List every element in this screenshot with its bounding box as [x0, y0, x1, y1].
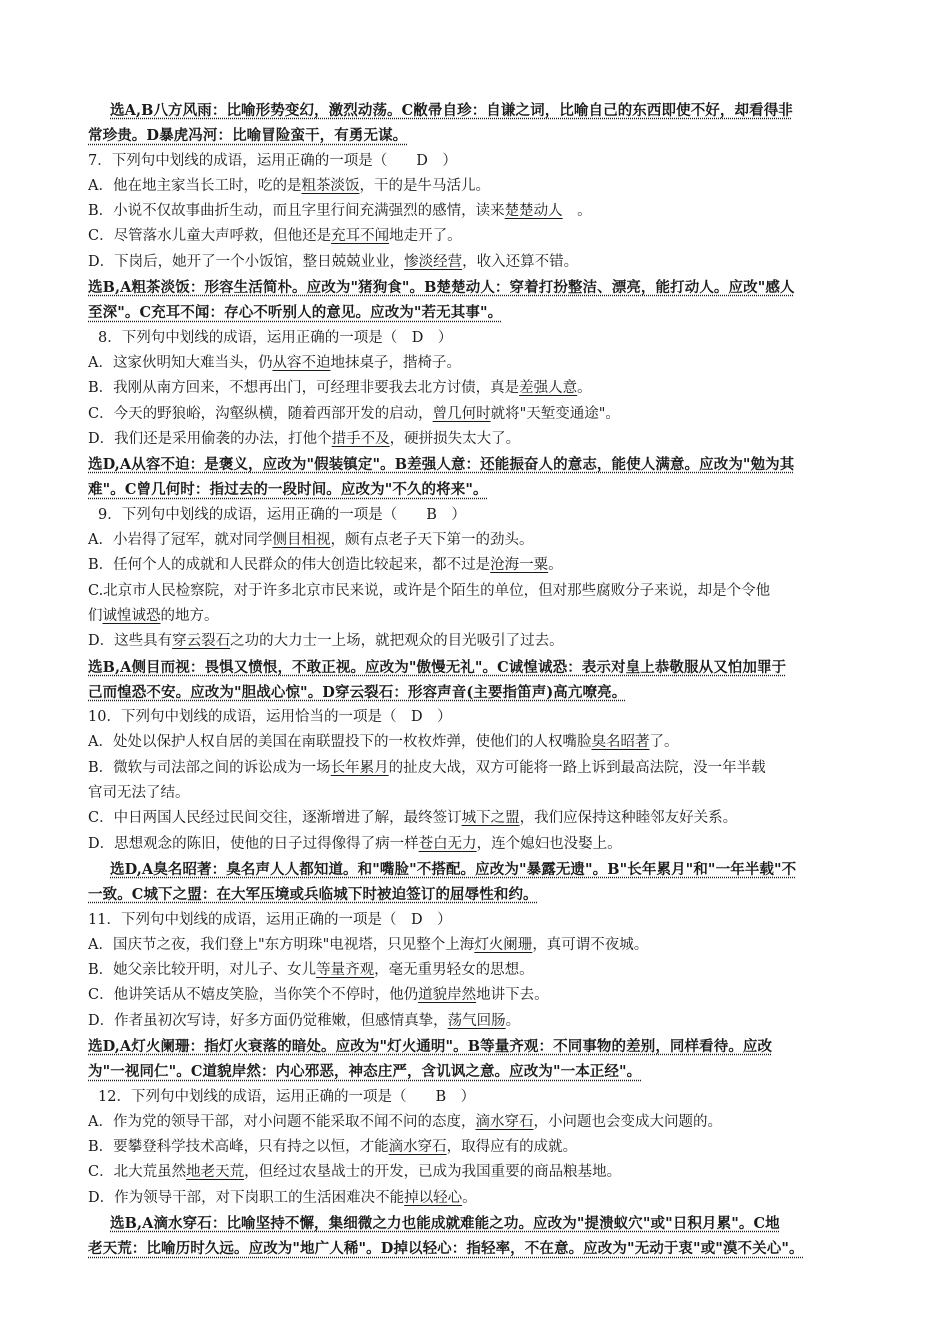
option-text: B．她父亲比较开明，对儿子、女儿 [88, 962, 317, 979]
option-line [88, 553, 863, 578]
answer-explanation-line [88, 275, 863, 300]
underlined-idiom: 侧目相视 [272, 532, 331, 549]
option-line [88, 629, 863, 654]
underlined-idiom: 城下之盟 [461, 810, 520, 827]
option-text: A．他在地主家当长工时，吃的是 [88, 177, 302, 194]
question-line [88, 705, 863, 730]
answer-text: 为"一视同仁"。C道貌岸然：内心邪恶，神态庄严，含讥讽之意。应改为"一本正经"。 [88, 1063, 642, 1081]
underlined-idiom: 掉以轻心 [404, 1189, 463, 1206]
underlined-idiom: 措手不及 [331, 430, 390, 447]
option-text: 地抹桌子，揩椅子。 [330, 354, 461, 371]
underlined-idiom: 臭名昭著 [591, 734, 650, 751]
option-text: ，连个媳妇也没娶上。 [476, 835, 622, 852]
option-line [88, 730, 863, 755]
underlined-idiom: 楚楚动人 [504, 203, 563, 220]
option-text: D．这些具有 [88, 633, 173, 650]
underlined-idiom: 滴水穿石 [388, 1139, 447, 1156]
option-text: C．他讲笑话从不嬉皮笑脸，当你笑个不停时，他仍 [88, 987, 419, 1004]
option-text: ，颇有点老子天下第一的劲头。 [330, 532, 534, 549]
option-text: D．作者虽初次写诗，好多方面仍觉稚嫩，但感情真挚， [88, 1012, 448, 1029]
question-line [88, 1085, 863, 1110]
option-text: B．要攀登科学技术高峰，只有持之以恒，才能 [88, 1139, 389, 1156]
document-page [88, 98, 863, 1262]
option-line [88, 1009, 863, 1034]
answer-explanation-line [88, 452, 863, 477]
option-text: 。 [577, 380, 592, 397]
underlined-idiom: 充耳不闻 [331, 228, 390, 245]
underlined-idiom: 等量齐观 [316, 962, 375, 979]
option-line [88, 528, 863, 553]
answer-text: 选B,A粗茶淡饭：形容生活简朴。应改为"猪狗食"。B楚楚动人：穿着打扮整洁、漂亮，能打动人。应改"感人 [88, 279, 795, 297]
underlined-idiom: 道貌岸然 [418, 987, 477, 1004]
underlined-idiom: 穿云裂石 [172, 633, 231, 650]
option-line [88, 756, 863, 781]
question-text: 10．下列句中划线的成语，运用恰当的一项是（ D ） [88, 709, 452, 726]
answer-explanation-line [88, 1236, 863, 1261]
underlined-idiom: 从容不迫 [272, 354, 331, 371]
option-text: B．小说不仅故事曲折生动，而且字里行间充满强烈的感情，读来 [88, 203, 505, 220]
option-text: D．下岗后，她开了一个小饭馆，整日兢兢业业， [88, 253, 405, 270]
answer-text: 己而惶恐不安。应改为"胆战心惊"。D穿云裂石：形容声音(主要指笛声)高亢嘹亮。 [88, 683, 627, 701]
underlined-idiom: 差强人意 [519, 380, 578, 397]
option-text: C．尽管落水儿童大声呼救，但他还是 [88, 228, 332, 245]
option-text: C．中日两国人民经过民间交往，逐渐增进了解，最终签订 [88, 810, 462, 827]
option-text: ，取得应有的成就。 [446, 1139, 578, 1156]
option-text: A．国庆节之夜，我们登上"东方明珠"电视塔，只见整个上海 [88, 936, 475, 953]
option-text: B．微软与司法部之间的诉讼成为一场 [88, 759, 331, 776]
option-text: 就将"天堑变通途"。 [490, 405, 620, 422]
answer-explanation-line [88, 477, 863, 502]
text-line [88, 579, 863, 604]
option-text: A．作为党的领导干部，对小问题不能采取不闻不问的态度， [88, 1113, 476, 1130]
underlined-idiom: 粗茶淡饭 [301, 177, 360, 194]
option-line [88, 604, 863, 629]
answer-text: 选A,B八方风雨：比喻形势变幻，激烈动荡。C敝帚自珍：自谦之词，比喻自己的东西即使不好，却看得非 [110, 102, 793, 119]
underlined-idiom: 荡气回肠 [447, 1012, 506, 1029]
option-line [88, 224, 863, 249]
question-line [88, 326, 863, 351]
answer-explanation-line [88, 300, 863, 325]
option-text: C．今天的野狼峪，沟壑纵横，随着西部开发的启动， [88, 405, 433, 422]
answer-text: 选D,A灯火阑珊：指灯火衰落的暗处。应改为"灯火通明"。B等量齐观：不同事物的差别，同样看待。应改 [88, 1037, 773, 1055]
text-line [88, 781, 863, 806]
option-line [88, 1160, 863, 1185]
option-text: ，真可谓不夜城。 [532, 936, 649, 953]
question-text: 8．下列句中划线的成语，运用正确的一项是（ D ） [98, 329, 453, 346]
option-text: A．处处以保护人权自居的美国在南联盟投下的一枚枚炸弹，使他们的人权嘴脸 [88, 734, 592, 751]
underlined-idiom: 苍白无力 [418, 835, 477, 852]
question-line [88, 908, 863, 933]
underlined-idiom: 地老天荒 [186, 1164, 245, 1181]
option-text: ，硬拼损失太大了。 [389, 430, 521, 447]
question-text: 9．下列句中划线的成语，运用正确的一项是（ B ） [98, 506, 466, 523]
option-text: 。 [462, 1189, 477, 1206]
option-line [88, 427, 863, 452]
option-text: 。 [505, 1012, 521, 1029]
underlined-idiom: 滴水穿石 [475, 1113, 534, 1130]
option-text: 了。 [649, 734, 679, 751]
option-line [88, 806, 863, 831]
underlined-idiom: 长年累月 [330, 759, 389, 776]
option-line [88, 983, 863, 1008]
question-text: 11．下列句中划线的成语，运用正确的一项是（ D ） [88, 911, 452, 928]
answer-text: 一致。C城下之盟：在大军压境或兵临城下时被迫签订的屈辱性和约。 [88, 886, 538, 904]
option-line [88, 174, 863, 199]
answer-text: 老天荒：比喻历时久远。应改为"地广人稀"。D掉以轻心：指轻率，不在意。应改为"无动于衷"或"漠不关心"。 [88, 1240, 804, 1258]
option-line [88, 1135, 863, 1160]
question-line [88, 149, 863, 174]
answer-text: 至深"。C充耳不闻：存心不听别人的意见。应改为"若无其事"。 [88, 304, 503, 322]
option-text: D．作为领导干部，对下岗职工的生活困难决不能 [88, 1189, 405, 1206]
option-text: 地讲下去。 [476, 987, 549, 1004]
option-line [88, 933, 863, 958]
underlined-idiom: 惨淡经营 [404, 253, 463, 270]
option-text: 之功的大力士一上场，就把观众的目光吸引了过去。 [230, 633, 564, 650]
option-text: 。 [562, 203, 592, 220]
answer-explanation-line [88, 98, 863, 123]
underlined-idiom: 曾几何时 [432, 405, 491, 422]
answer-explanation-line [88, 680, 863, 705]
answer-explanation-line [88, 857, 863, 882]
question-text: 12．下列句中划线的成语，运用正确的一项是（ B ） [98, 1088, 476, 1105]
option-text: ，收入还算不错。 [462, 253, 579, 270]
underlined-idiom: 灯火阑珊 [474, 936, 533, 953]
answer-text: 选D,A从容不迫：是褒义，应改为"假装镇定"。B差强人意：还能振奋人的意志，能使人满意。应改为"勉为其 [88, 456, 795, 474]
body-text: C.北京市人民检察院，对于许多北京市民来说，或许是个陌生的单位，但对那些腐败分子来说，却是个令他 [88, 582, 771, 599]
answer-explanation-line [88, 1059, 863, 1084]
option-text: ，毫无重男轻女的思想。 [374, 962, 534, 979]
answer-text: 选B,A侧目而视：畏惧又愤恨，不敢正视。应改为"傲慢无礼"。C诚惶诚恐：表示对皇上恭敬服从又怕加罪于 [88, 658, 787, 676]
underlined-idiom: 诚惶诚恐 [102, 607, 161, 624]
answer-explanation-line [88, 123, 863, 148]
option-text: A．小岩得了冠军，就对同学 [88, 532, 273, 549]
option-text: D．思想观念的陈旧，使他的日子过得像得了病一样 [88, 835, 419, 852]
option-text: ，我们应保持这种睦邻友好关系。 [519, 810, 738, 827]
option-text: 的地方。 [160, 607, 219, 624]
option-text: 们 [88, 607, 103, 624]
answer-explanation-line [88, 1211, 863, 1236]
answer-text: 常珍贵。D暴虎冯河：比喻冒险蛮干，有勇无谋。 [88, 127, 408, 145]
answer-explanation-line [88, 655, 863, 680]
option-text: 的扯皮大战，双方可能将一路上诉到最高法院，没一年半载 [388, 759, 766, 776]
option-text: ，但经过农垦战士的开发，已成为我国重要的商品粮基地。 [244, 1164, 622, 1181]
underlined-idiom: 沧海一粟 [490, 557, 549, 574]
option-line [88, 402, 863, 427]
option-line [88, 1186, 863, 1211]
option-line [88, 832, 863, 857]
option-text: ，干的是牛马活儿。 [359, 177, 490, 194]
option-line [88, 351, 863, 376]
option-line [88, 199, 863, 224]
option-text: B．我刚从南方回来，不想再出门，可经理非要我去北方讨债，真是 [88, 380, 520, 397]
option-text: B．任何个人的成就和人民群众的伟大创造比较起来，都不过是 [88, 557, 491, 574]
question-line [88, 503, 863, 528]
option-text: D．我们还是采用偷袭的办法，打他个 [88, 430, 332, 447]
answer-explanation-line [88, 882, 863, 907]
answer-text: 选B,A滴水穿石：比喻坚持不懈，集细微之力也能成就难能之功。应改为"提溃蚁穴"或"日积月累"。C地 [110, 1215, 780, 1233]
question-text: 7．下列句中划线的成语，运用正确的一项是（ D ） [88, 152, 457, 169]
option-text: 。 [548, 557, 563, 574]
option-line [88, 250, 863, 275]
option-line [88, 376, 863, 401]
option-line [88, 958, 863, 983]
option-text: C．北大荒虽然 [88, 1164, 187, 1181]
option-text: A．这家伙明知大难当头，仍 [88, 354, 273, 371]
answer-explanation-line [88, 1034, 863, 1059]
option-text: ，小问题也会变成大问题的。 [533, 1113, 722, 1130]
answer-text: 选D,A臭名昭著：臭名声人人都知道。和"嘴脸"不搭配。应改为"暴露无遗"。B"长年累月"和"一年半载"不 [110, 860, 797, 878]
option-text: 地走开了。 [389, 228, 462, 245]
body-text: 官司无法了结。 [88, 785, 190, 802]
option-line [88, 1110, 863, 1135]
answer-text: 难"。C曾几何时：指过去的一段时间。应改为"不久的将来"。 [88, 481, 488, 499]
